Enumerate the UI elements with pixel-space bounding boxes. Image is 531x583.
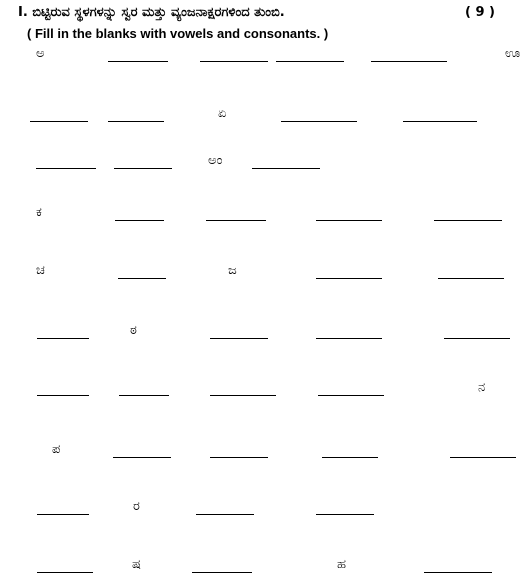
vowel-letter: ಅ [36, 46, 45, 61]
letter-cell [52, 440, 72, 464]
blank-line [210, 395, 276, 396]
blank-line [403, 121, 477, 122]
letter-cell [208, 151, 238, 175]
blank-line [37, 572, 93, 573]
blank-line [316, 338, 382, 339]
letter-row-2 [0, 104, 531, 128]
vowel-letter: ಏ [218, 106, 227, 121]
blank-slot[interactable] [210, 440, 268, 464]
blank-slot[interactable] [403, 104, 477, 128]
letter-row-6 [0, 321, 531, 345]
blank-line [424, 572, 492, 573]
blank-slot[interactable] [37, 555, 93, 579]
blank-line [30, 121, 88, 122]
consonant-letter: ನ [478, 380, 486, 395]
blank-line [115, 220, 164, 221]
blank-slot[interactable] [192, 555, 252, 579]
letter-row-5 [0, 261, 531, 285]
vowel-letter: ಅಂ [208, 153, 223, 168]
letter-cell [36, 203, 56, 227]
blank-line [206, 220, 266, 221]
question-title: I. ಬಿಟ್ಟಿರುವ ಸ್ಥಳಗಳನ್ನು ಸ್ವರ ಮತ್ತು ವ್ಯಂಜನಾಕ್ಷರಗಳಿಂದ ತುಂಬಿ. [18, 5, 285, 20]
blank-slot[interactable] [113, 440, 171, 464]
consonant-letter: ಪ [52, 442, 61, 457]
blank-line [36, 168, 96, 169]
letter-cell [478, 378, 498, 402]
blank-line [316, 514, 374, 515]
blank-line [438, 278, 504, 279]
blank-line [434, 220, 502, 221]
blank-slot[interactable] [119, 378, 169, 402]
blank-slot[interactable] [108, 104, 164, 128]
blank-slot[interactable] [444, 321, 510, 345]
letter-cell [36, 261, 56, 285]
blank-slot[interactable] [434, 203, 502, 227]
blank-slot[interactable] [210, 378, 276, 402]
blank-slot[interactable] [118, 261, 166, 285]
letter-row-1 [0, 44, 531, 68]
letter-row-8 [0, 440, 531, 464]
blank-slot[interactable] [316, 497, 374, 521]
blank-slot[interactable] [37, 378, 89, 402]
blank-slot[interactable] [115, 203, 164, 227]
letter-row-9 [0, 497, 531, 521]
blank-line [37, 338, 89, 339]
blank-slot[interactable] [318, 378, 384, 402]
blank-slot[interactable] [316, 321, 382, 345]
blank-slot[interactable] [36, 151, 96, 175]
blank-line [37, 395, 89, 396]
letter-cell [133, 497, 153, 521]
consonant-letter: ರ [133, 499, 140, 514]
letter-cell [218, 104, 238, 128]
blank-line [316, 220, 382, 221]
blank-slot[interactable] [206, 203, 266, 227]
blank-slot[interactable] [424, 555, 492, 579]
blank-line [322, 457, 378, 458]
blank-slot[interactable] [196, 497, 254, 521]
letter-row-3 [0, 151, 531, 175]
letter-row-4 [0, 203, 531, 227]
blank-slot[interactable] [281, 104, 357, 128]
blank-line [318, 395, 384, 396]
letter-cell [132, 555, 152, 579]
blank-slot[interactable] [450, 440, 516, 464]
blank-line [200, 61, 268, 62]
letter-cell [130, 321, 150, 345]
consonant-letter: ಠ [130, 323, 137, 338]
blank-slot[interactable] [210, 321, 268, 345]
consonant-letter: ಹ [337, 557, 347, 572]
blank-slot[interactable] [37, 321, 89, 345]
blank-line [108, 61, 168, 62]
blank-line [192, 572, 252, 573]
blank-line [119, 395, 169, 396]
blank-slot[interactable] [108, 44, 168, 68]
blank-line [114, 168, 172, 169]
blank-slot[interactable] [114, 151, 172, 175]
blank-line [450, 457, 516, 458]
letter-cell [36, 44, 56, 68]
consonant-letter: ಚ [36, 263, 45, 278]
blank-line [118, 278, 166, 279]
consonant-letter: ಷ [132, 557, 141, 572]
consonant-letter: ಜ [228, 263, 237, 278]
blank-line [210, 338, 268, 339]
blank-slot[interactable] [252, 151, 320, 175]
blank-slot[interactable] [276, 44, 344, 68]
blank-line [316, 278, 382, 279]
blank-slot[interactable] [200, 44, 268, 68]
blank-line [371, 61, 447, 62]
letter-row-10 [0, 555, 531, 579]
blank-line [252, 168, 320, 169]
blank-slot[interactable] [371, 44, 447, 68]
blank-line [281, 121, 357, 122]
question-subtitle: ( Fill in the blanks with vowels and consonants. ) [27, 26, 329, 41]
blank-line [113, 457, 171, 458]
blank-line [37, 514, 89, 515]
blank-slot[interactable] [316, 261, 382, 285]
blank-line [276, 61, 344, 62]
consonant-letter: ಕ [36, 205, 42, 220]
blank-line [108, 121, 164, 122]
blank-slot[interactable] [322, 440, 378, 464]
vowel-letter: ಊ [505, 46, 521, 61]
blank-line [444, 338, 510, 339]
blank-line [210, 457, 268, 458]
blank-slot[interactable] [438, 261, 504, 285]
letter-cell [228, 261, 248, 285]
blank-line [196, 514, 254, 515]
blank-slot[interactable] [37, 497, 89, 521]
letter-cell [337, 555, 357, 579]
blank-slot[interactable] [30, 104, 88, 128]
letter-cell [505, 44, 527, 68]
question-marks: ( 9 ) [465, 5, 495, 20]
letter-row-7 [0, 378, 531, 402]
blank-slot[interactable] [316, 203, 382, 227]
